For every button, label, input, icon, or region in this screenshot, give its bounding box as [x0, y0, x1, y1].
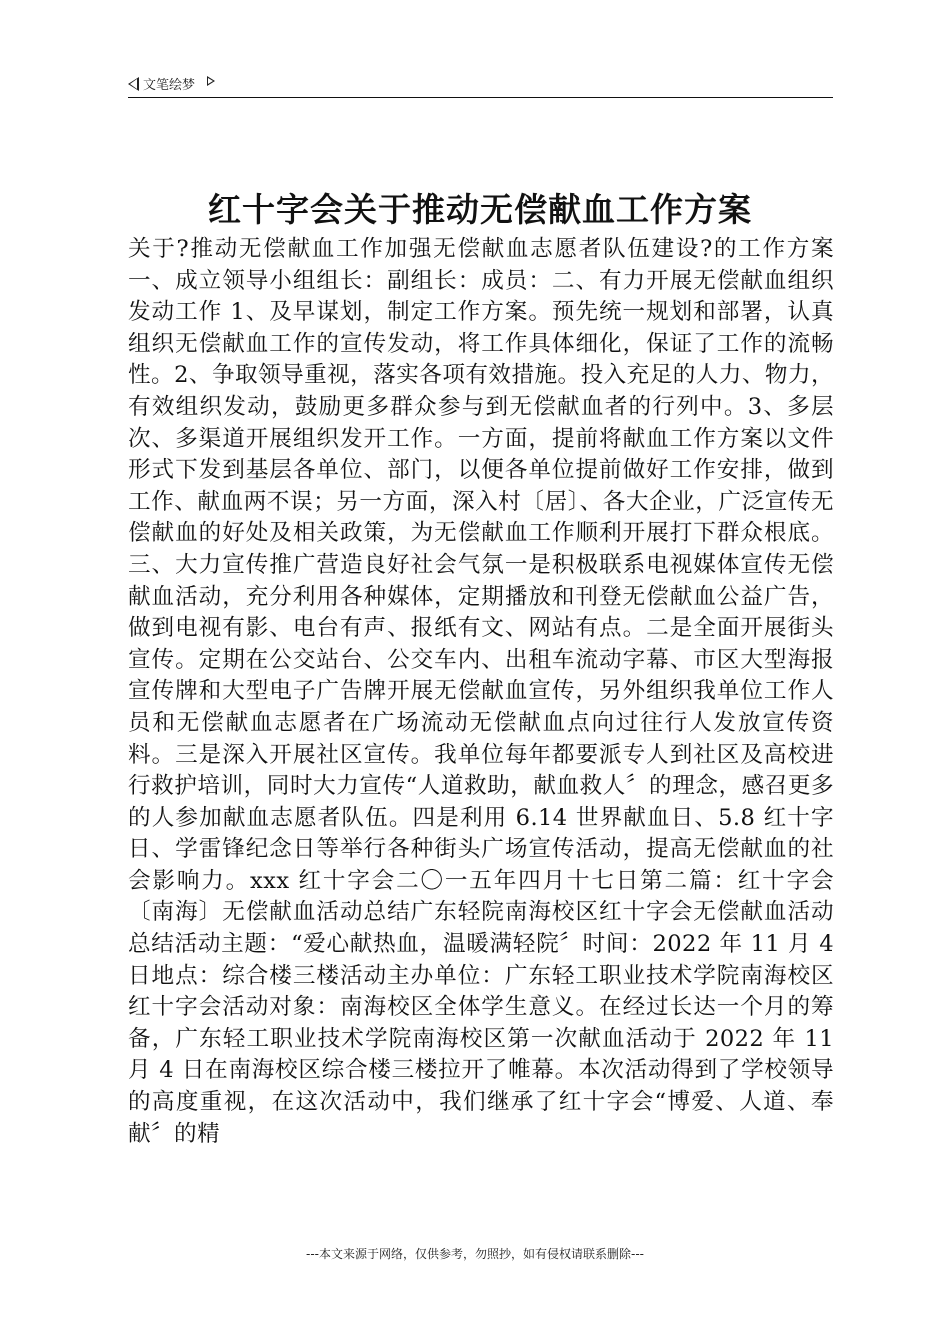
brand	[128, 74, 832, 93]
document-body: 关于?推动无偿献血工作加强无偿献血志愿者队伍建设?的工作方案一、成立领导小组组长：副组长：成员：二、有力开展无偿献血组织发动工作 1、及早谋划，制定工作方案。预先统一规划和部署，认真组织无偿献血工作的宣传发动，将工作具体细化，保证了工作的流畅性。2、争取领导重视，落实各项有效措施。投入充足的人力、物力，有效组织发动，鼓励更多群众参与到无偿献血者的行列中。3、多层次、多渠道开展组织发开工作。一方面，提前将献血工作方案以文件形式下发到基层各单位、部门，以便各单位提前做好工作安排，做到工作、献血两不误；另一方面，深入村〔居〕、各大企业，广泛宣传无偿献血的好处及相关政策，为无偿献血工作顺利开展打下群众根底。三、大力宣传推广营造良好社会气氛一是积极联系电视媒体宣传无偿献血活动，充分利用各种媒体，定期播放和刊登无偿献血公益广告，做到电视有影、电台有声、报纸有文、网站有点。二是全面开展街头宣传。定期在公交站台、公交车内、出租车流动字幕、市区大型海报宣传牌和大型电子广告牌开展无偿献血宣传，另外组织我单位工作人员和无偿献血志愿者在广场流动无偿献血点向过往行人发放宣传资料。三是深入开展社区宣传。我单位每年都要派专人到社区及高校进行救护培训，同时大力宣传“人道救助，献血救人〞的理念，感召更多的人参加献血志愿者队伍。四是利用 6.14 世界献血日、5.8 红十字日、学雷锋纪念日等举行各种街头广场宣传活动，提高无偿献血的社会影响力。xxx 红十字会二〇一五年四月十七日第二篇：红十字会〔南海〕无偿献血活动总结广东轻院南海校区红十字会无偿献血活动总结活动主题：“爱心献热血，温暖满轻院〞时间：2022 年 11 月 4 日地点：综合楼三楼活动主办单位：广东轻工职业技术学院南海校区红十字会活动对象：南海校区全体学生意义。在经过长达一个月的筹备，广东轻工职业技术学院南海校区第一次献血活动于 2022 年 11 月 4 日在南海校区综合楼三楼拉开了帷幕。本次活动得到了学校领导的高度重视，在这次活动中，我们继承了红十字会“博爱、人道、奉献〞的精	[128, 236, 834, 1147]
page-header	[128, 74, 832, 98]
document-title: 红十字会关于推动无偿献血工作方案	[208, 190, 752, 229]
brand-text: 文笔绘梦	[143, 78, 196, 93]
header-divider	[128, 97, 833, 98]
triangle-left-icon	[128, 77, 139, 91]
footer-notice: ---本文来源于网络，仅供参考，勿照抄，如有侵权请联系删除---	[306, 1247, 644, 1261]
triangle-right-icon	[207, 76, 215, 86]
